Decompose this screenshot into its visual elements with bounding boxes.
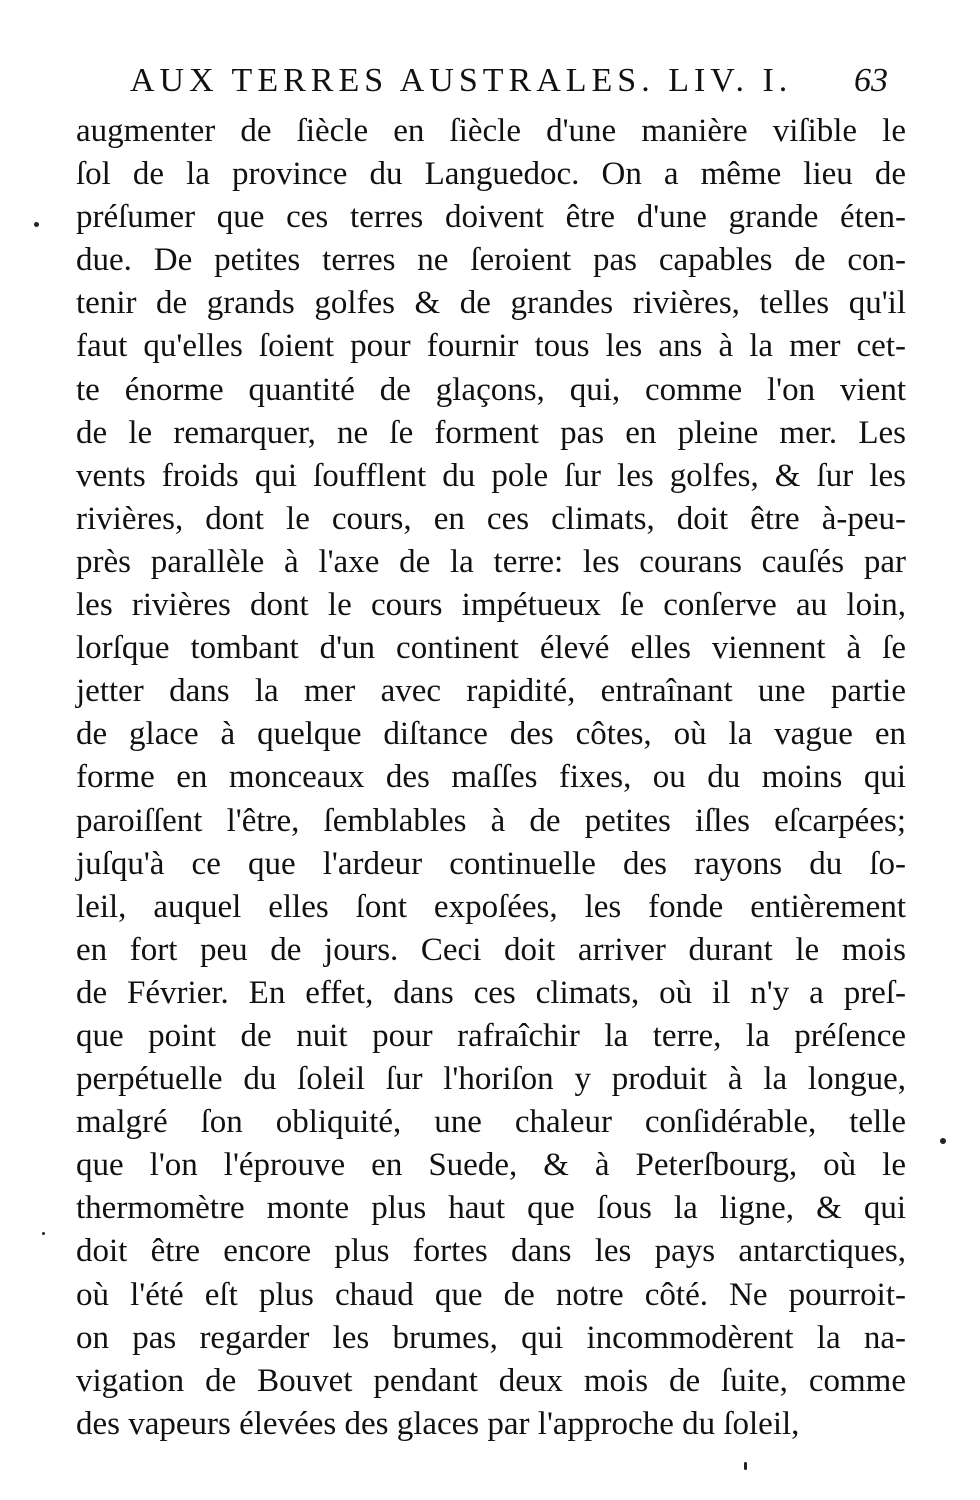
text-line: perpétuelle du ſoleil ſur l'horiſon y produit à la longue, — [76, 1061, 906, 1098]
print-speck — [34, 222, 39, 227]
text-line: faut qu'elles ſoient pour fournir tous les ans à la mer cet- — [76, 328, 906, 365]
text-line: te énorme quantité de glaçons, qui, comme l'on vient — [76, 371, 906, 408]
text-line: lorſque tombant d'un continent élevé elles viennent à ſe — [76, 630, 906, 667]
text-line: jetter dans la mer avec rapidité, entraînant une partie — [76, 673, 906, 710]
print-speck — [940, 1138, 946, 1144]
running-title: AUX TERRES AUSTRALES. LIV. I. — [130, 62, 793, 99]
text-line: en fort peu de jours. Ceci doit arriver durant le mois — [76, 931, 906, 968]
text-line: leil, auquel elles ſont expoſées, les fonde entièrement — [76, 888, 906, 925]
text-line: paroiſſent l'être, ſemblables à de petites iſles eſcarpées; — [76, 802, 906, 839]
text-line: ſol de la province du Languedoc. On a même lieu de — [76, 156, 906, 193]
text-line: due. De petites terres ne ſeroient pas capables de con- — [76, 242, 906, 279]
text-line: de glace à quelque diſtance des côtes, où la vague en — [76, 716, 906, 753]
running-head — [130, 62, 910, 106]
text-line: les rivières dont le cours impétueux ſe conſerve au loin, — [76, 587, 906, 624]
text-line: préſumer que ces terres doivent être d'une grande éten- — [76, 199, 906, 236]
text-line: que l'on l'éprouve en Suede, & à Peterſbourg, où le — [76, 1147, 906, 1184]
print-speck — [744, 1462, 747, 1470]
text-line: près parallèle à l'axe de la terre: les courans cauſés par — [76, 543, 906, 580]
text-line: juſqu'à ce que l'ardeur continuelle des rayons du ſo- — [76, 845, 906, 882]
text-line: où l'été eſt plus chaud que de notre côté. Ne pourroit- — [76, 1276, 906, 1313]
text-line: que point de nuit pour rafraîchir la terre, la préſence — [76, 1017, 906, 1054]
text-line: rivières, dont le cours, en ces climats, doit être à-peu- — [76, 500, 906, 537]
text-line: augmenter de ſiècle en ſiècle d'une manière viſible le — [76, 113, 906, 149]
text-line: forme en monceaux des maſſes fixes, ou du moins qui — [76, 759, 906, 796]
text-line: de Février. En effet, dans ces climats, où il n'y a preſ- — [76, 974, 906, 1011]
text-line: malgré ſon obliquité, une chaleur conſidérable, telle — [76, 1104, 906, 1141]
text-line: doit être encore plus fortes dans les pays antarctiques, — [76, 1233, 906, 1270]
text-line: on pas regarder les brumes, qui incommodèrent la na- — [76, 1319, 906, 1356]
text-line: des vapeurs élevées des glaces par l'approche du ſoleil, — [76, 1405, 800, 1442]
text-line: thermomètre monte plus haut que ſous la ligne, & qui — [76, 1190, 906, 1227]
text-line: tenir de grands golfes & de grandes rivières, telles qu'il — [76, 285, 906, 322]
print-speck — [42, 1232, 45, 1235]
page-number: 63 — [854, 62, 888, 99]
text-line: vigation de Bouvet pendant deux mois de ſuite, comme — [76, 1362, 906, 1399]
body-text — [76, 110, 906, 1446]
text-line: de le remarquer, ne ſe forment pas en pleine mer. Les — [76, 414, 906, 451]
text-line: vents froids qui ſoufflent du pole ſur les golfes, & ſur les — [76, 457, 906, 494]
